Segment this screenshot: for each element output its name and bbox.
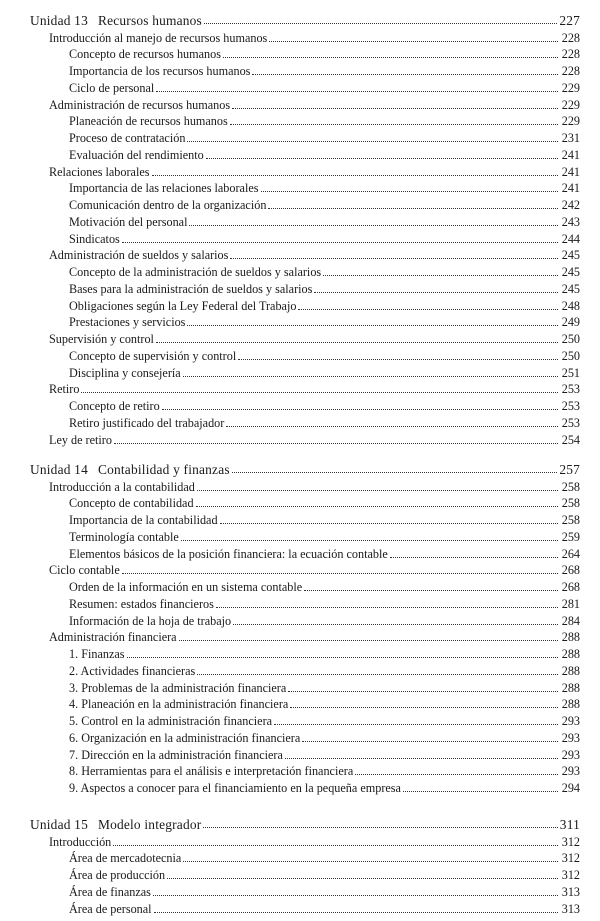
toc-subsection-entry xyxy=(69,63,580,80)
entry-title: Concepto de supervisión y control xyxy=(69,348,237,363)
page-number: 244 xyxy=(561,231,580,246)
dot-leader xyxy=(189,225,558,226)
toc-subsection-entry xyxy=(69,662,580,679)
entry-title: Prestaciones y servicios xyxy=(69,315,186,330)
entry-title: Concepto de retiro xyxy=(69,399,160,414)
toc-subsection-entry xyxy=(69,398,580,415)
dot-leader xyxy=(183,861,558,862)
entry-title: Importancia de los recursos humanos xyxy=(69,64,251,79)
entry-title: 8. Herramientas para el análisis e interpretación financiera xyxy=(69,764,354,779)
page-number: 253 xyxy=(561,382,580,397)
entry-title: Introducción xyxy=(49,834,112,849)
dot-leader xyxy=(230,258,558,259)
entry-title: Administración de sueldos y salarios xyxy=(49,248,229,263)
page-number: 241 xyxy=(561,181,580,196)
dot-leader xyxy=(261,191,559,192)
entry-title: Importancia de las relaciones laborales xyxy=(69,181,259,196)
page-number: 268 xyxy=(561,580,580,595)
entry-title: Área de mercadotecnia xyxy=(69,851,182,866)
entry-title: Evaluación del rendimiento xyxy=(69,147,204,162)
page-number: 251 xyxy=(561,365,580,380)
toc-subsection-entry xyxy=(69,780,580,797)
dot-leader xyxy=(122,242,558,243)
toc-subsection-entry xyxy=(69,646,580,663)
page-number: 288 xyxy=(561,680,580,695)
dot-leader xyxy=(232,108,558,109)
dot-leader xyxy=(81,392,558,393)
toc-section-entry xyxy=(49,833,580,850)
dot-leader xyxy=(181,540,558,541)
entry-title: 6. Organización en la administración financiera xyxy=(69,730,301,745)
entry-title: Introducción a la contabilidad xyxy=(49,479,195,494)
dot-leader xyxy=(238,359,558,360)
toc-subsection-entry xyxy=(69,264,580,281)
dot-leader xyxy=(187,325,558,326)
page-number: 228 xyxy=(561,47,580,62)
entry-title: 4. Planeación en la administración financiera xyxy=(69,697,289,712)
dot-leader xyxy=(216,607,558,608)
entry-title: 3. Problemas de la administración financiera xyxy=(69,680,287,695)
entry-title: Resumen: estados financieros xyxy=(69,596,214,611)
toc-section-entry xyxy=(49,96,580,113)
entry-title: Área de finanzas xyxy=(69,884,151,899)
dot-leader xyxy=(220,523,558,524)
dot-leader xyxy=(223,57,558,58)
toc-subsection-entry xyxy=(69,146,580,163)
entry-title: Concepto de contabilidad xyxy=(69,496,194,511)
unit-heading-row xyxy=(30,460,580,477)
dot-leader xyxy=(197,674,558,675)
page-number: 258 xyxy=(561,496,580,511)
toc-section-entry xyxy=(49,331,580,348)
dot-leader xyxy=(304,590,558,591)
toc-subsection-entry xyxy=(69,579,580,596)
toc-subsection-entry xyxy=(69,545,580,562)
unit-title: Contabilidad y finanzas xyxy=(97,461,230,477)
page-number: 245 xyxy=(561,281,580,296)
dot-leader xyxy=(127,657,558,658)
toc-subsection-entry xyxy=(69,280,580,297)
page-number: 257 xyxy=(559,461,580,477)
toc-subsection-entry xyxy=(69,414,580,431)
page-number: 249 xyxy=(561,315,580,330)
entry-title: Ciclo contable xyxy=(49,563,120,578)
page-number: 248 xyxy=(561,298,580,313)
unit-heading-row xyxy=(30,815,580,832)
page-number: 229 xyxy=(561,114,580,129)
page-number: 312 xyxy=(561,851,580,866)
entry-title: 5. Control en la administración financiera xyxy=(69,714,273,729)
toc-subsection-entry xyxy=(69,180,580,197)
toc-subsection-entry xyxy=(69,528,580,545)
unit-heading xyxy=(30,462,231,477)
page-number: 228 xyxy=(561,64,580,79)
dot-leader xyxy=(197,490,558,491)
entry-title: Administración financiera xyxy=(49,630,177,645)
dot-leader xyxy=(298,309,558,310)
page-number: 293 xyxy=(561,764,580,779)
entry-title: Retiro xyxy=(49,382,80,397)
toc-subsection-entry xyxy=(69,364,580,381)
page-number: 258 xyxy=(561,479,580,494)
toc-subsection-entry xyxy=(69,230,580,247)
dot-leader xyxy=(204,23,557,24)
dot-leader xyxy=(355,774,558,775)
toc-subsection-entry xyxy=(69,763,580,780)
toc-subsection-entry xyxy=(69,696,580,713)
page-number: 243 xyxy=(561,214,580,229)
dot-leader xyxy=(156,91,558,92)
entry-title: Orden de la información en un sistema contable xyxy=(69,580,303,595)
dot-leader xyxy=(187,141,558,142)
entry-title: Planeación de recursos humanos xyxy=(69,114,228,129)
entry-title: Ley de retiro xyxy=(49,432,112,447)
entry-title: Proceso de contratación xyxy=(69,131,186,146)
entry-title: Concepto de recursos humanos xyxy=(69,47,221,62)
toc-subsection-entry xyxy=(69,512,580,529)
dot-leader xyxy=(206,158,558,159)
dot-leader xyxy=(230,124,558,125)
toc-subsection-entry xyxy=(69,679,580,696)
toc-section-entry xyxy=(49,247,580,264)
unit-number: Unidad 15 xyxy=(30,816,88,832)
dot-leader xyxy=(323,275,558,276)
toc-section-entry xyxy=(49,431,580,448)
entry-title: 7. Dirección en la administración financiera xyxy=(69,747,283,762)
entry-title: Motivación del personal xyxy=(69,214,188,229)
page-number: 268 xyxy=(561,563,580,578)
dot-leader xyxy=(252,74,558,75)
page-number: 288 xyxy=(561,647,580,662)
dot-leader xyxy=(196,506,558,507)
toc-subsection-entry xyxy=(69,213,580,230)
page-number: 293 xyxy=(561,714,580,729)
entry-title: Disciplina y consejería xyxy=(69,365,181,380)
entry-title: Elementos básicos de la posición financiera: la ecuación contable xyxy=(69,546,388,561)
dot-leader xyxy=(233,624,558,625)
page-number: 241 xyxy=(561,147,580,162)
dot-leader xyxy=(203,827,557,828)
page-number: 254 xyxy=(561,432,580,447)
page-number: 259 xyxy=(561,529,580,544)
unit-heading xyxy=(30,817,202,832)
page-number: 245 xyxy=(561,265,580,280)
entry-title: Importancia de la contabilidad xyxy=(69,513,218,528)
page-number: 293 xyxy=(561,730,580,745)
toc-subsection-entry xyxy=(69,883,580,900)
entry-title: 1. Finanzas xyxy=(69,647,125,662)
entry-title: Obligaciones según la Ley Federal del Trabajo xyxy=(69,298,297,313)
dot-leader xyxy=(154,912,558,913)
dot-leader xyxy=(113,845,558,846)
entry-title: Retiro justificado del trabajador xyxy=(69,415,225,430)
dot-leader xyxy=(314,292,558,293)
dot-leader xyxy=(268,208,558,209)
dot-leader xyxy=(232,472,558,473)
toc-subsection-entry xyxy=(69,314,580,331)
dot-leader xyxy=(290,707,558,708)
dot-leader xyxy=(274,724,558,725)
page-number: 288 xyxy=(561,663,580,678)
unit-heading-row xyxy=(30,11,580,28)
dot-leader xyxy=(285,758,558,759)
unit-title: Recursos humanos xyxy=(97,12,202,28)
entry-title: Comunicación dentro de la organización xyxy=(69,198,267,213)
page-number: 284 xyxy=(561,613,580,628)
page-number: 313 xyxy=(561,901,580,916)
toc-subsection-entry xyxy=(69,130,580,147)
page-number: 250 xyxy=(561,348,580,363)
dot-leader xyxy=(167,878,558,879)
dot-leader xyxy=(156,342,558,343)
toc-subsection-entry xyxy=(69,46,580,63)
page-number: 228 xyxy=(561,30,580,45)
entry-title: Administración de recursos humanos xyxy=(49,97,231,112)
dot-leader xyxy=(114,443,558,444)
page-number: 288 xyxy=(561,697,580,712)
dot-leader xyxy=(302,741,558,742)
page-number: 227 xyxy=(559,12,580,28)
page-number: 250 xyxy=(561,332,580,347)
toc-subsection-entry xyxy=(69,297,580,314)
unit-title: Modelo integrador xyxy=(97,816,202,832)
dot-leader xyxy=(403,791,558,792)
toc-section-entry xyxy=(49,381,580,398)
toc-section-entry xyxy=(49,562,580,579)
dot-leader xyxy=(179,640,558,641)
page-number: 281 xyxy=(561,596,580,611)
entry-title: Sindicatos xyxy=(69,231,120,246)
page-number: 231 xyxy=(561,131,580,146)
toc-subsection-entry xyxy=(69,900,580,917)
toc-section-entry xyxy=(49,163,580,180)
toc-subsection-entry xyxy=(69,867,580,884)
page-number: 312 xyxy=(561,834,580,849)
toc-section-entry xyxy=(49,29,580,46)
dot-leader xyxy=(390,557,558,558)
entry-title: 2. Actividades financieras xyxy=(69,663,196,678)
unit-heading xyxy=(30,13,203,28)
dot-leader xyxy=(152,175,558,176)
toc-subsection-entry xyxy=(69,746,580,763)
page-number: 253 xyxy=(561,415,580,430)
unit-number: Unidad 13 xyxy=(30,12,88,28)
dot-leader xyxy=(153,895,558,896)
page-number: 242 xyxy=(561,198,580,213)
dot-leader xyxy=(226,426,558,427)
dot-leader xyxy=(183,376,558,377)
page-number: 264 xyxy=(561,546,580,561)
unit-number: Unidad 14 xyxy=(30,461,88,477)
toc-subsection-entry xyxy=(69,197,580,214)
entry-title: Bases para la administración de sueldos y salarios xyxy=(69,281,313,296)
page-number: 294 xyxy=(561,781,580,796)
page-number: 288 xyxy=(561,630,580,645)
page-number: 245 xyxy=(561,248,580,263)
toc-subsection-entry xyxy=(69,729,580,746)
page-number: 229 xyxy=(561,97,580,112)
entry-title: Ciclo de personal xyxy=(69,80,155,95)
entry-title: Relaciones laborales xyxy=(49,164,150,179)
toc-subsection-entry xyxy=(69,113,580,130)
page-number: 229 xyxy=(561,80,580,95)
page-number: 253 xyxy=(561,399,580,414)
entry-title: Introducción al manejo de recursos humanos xyxy=(49,30,268,45)
toc-subsection-entry xyxy=(69,79,580,96)
entry-title: 9. Aspectos a conocer para el financiamiento en la pequeña empresa xyxy=(69,781,401,796)
toc-subsection-entry xyxy=(69,713,580,730)
dot-leader xyxy=(122,573,558,574)
toc-subsection-entry xyxy=(69,850,580,867)
entry-title: Área de producción xyxy=(69,868,166,883)
toc-subsection-entry xyxy=(69,495,580,512)
toc-subsection-entry xyxy=(69,347,580,364)
entry-title: Concepto de la administración de sueldos y salarios xyxy=(69,265,322,280)
entry-title: Supervisión y control xyxy=(49,332,154,347)
toc-section-entry xyxy=(49,629,580,646)
toc-subsection-entry xyxy=(69,612,580,629)
page-number: 241 xyxy=(561,164,580,179)
toc-subsection-entry xyxy=(69,595,580,612)
dot-leader xyxy=(288,691,558,692)
dot-leader xyxy=(269,41,558,42)
page-number: 311 xyxy=(559,816,580,832)
entry-title: Área de personal xyxy=(69,901,152,916)
dot-leader xyxy=(162,409,558,410)
page-number: 293 xyxy=(561,747,580,762)
toc-section-entry xyxy=(49,478,580,495)
page-number: 313 xyxy=(561,884,580,899)
page-number: 258 xyxy=(561,513,580,528)
page-number: 312 xyxy=(561,868,580,883)
entry-title: Información de la hoja de trabajo xyxy=(69,613,232,628)
entry-title: Terminología contable xyxy=(69,529,179,544)
